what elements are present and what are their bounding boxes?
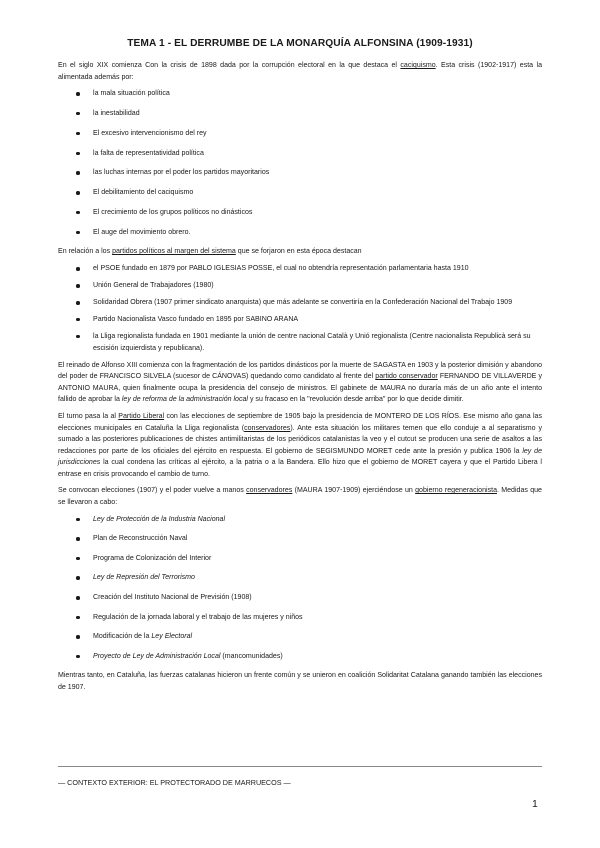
parties-intro-underlined: partidos políticos al margen del sistema (112, 248, 236, 256)
measure-item (93, 631, 542, 643)
reign-text-b: FERNANDO DE VILLAVERDE y ANTONIO MAURA, quien finalmente ocupa la presidencia del consejo de ministros. El gabinete de MAURA no duraría más de un año ante el intento fallido de aprobar la (58, 373, 543, 404)
measures-list (58, 514, 542, 663)
measure-italic-text: Ley de Represión del Terrorismo (93, 574, 195, 582)
measure-italic-text: Ley Electoral (151, 633, 193, 641)
intro-text-b: . Esta crisis (1902-1917) esta la alimentada además por: (58, 62, 542, 81)
party-item: Unión General de Trabajadores (1980) (93, 280, 542, 292)
measure-item (93, 572, 542, 584)
reign-text-a: El reinado de Alfonso XIII comienza con la fragmentación de los partidos dinásticos por la muerte de SAGASTA en 1903 y la posterior dimisión y abandono del poder de FRANCISCO SILVELA (sucesor de CÁNOVAS) quedando como candidato al frente del (58, 361, 542, 381)
elections-text-c: . Medidas que se llevaron a cabo: (58, 487, 542, 507)
measure-plain-text: Plan de Reconstrucción Naval (93, 535, 188, 543)
turn-text-a: El turno pasa la al (58, 412, 119, 420)
party-item: la Lliga regionalista fundada en 1901 mediante la unión de centre nacional Català y Unió regionalista (Centre nacionalista Republicà será su escisión izquierdista y republicana). (93, 331, 542, 354)
turn-text-d: la cual condena las críticas al ejército, a la patria o a la Bandera. Ello hizo que el gobierno de MORET cayera y que el Partido Libera l entrase en crisis provocando el cambio de turno. (58, 459, 542, 478)
cause-item: la mala situación política (93, 88, 542, 100)
cause-item: El excesivo intervencionismo del rey (93, 128, 542, 140)
measure-plain-text: Creación del Instituto Nacional de Previsión (1908) (93, 594, 252, 602)
elections-text-b: (MAURA 1907-1909) ejerciéndose un (292, 487, 416, 495)
next-section-heading: — CONTEXTO EXTERIOR: EL PROTECTORADO DE MARRUECOS — (58, 778, 291, 787)
document-title: TEMA 1 - EL DERRUMBE DE LA MONARQUÍA ALFONSINA (1909-1931) (127, 38, 473, 49)
party-item: el PSOE fundado en 1879 por PABLO IGLESIAS POSSE, el cual no obtendría representación parlamentaria hasta 1910 (93, 263, 542, 275)
parties-list (58, 263, 542, 354)
measure-item (93, 553, 542, 565)
elections-paragraph (58, 485, 542, 508)
measure-plain-text: Regulación de la jornada laboral y el trabajo de las mujeres y niños (93, 613, 303, 621)
page-number: 1 (532, 798, 538, 810)
causes-list (58, 88, 542, 238)
document-body (58, 60, 542, 699)
measure-plain-text: Modificación de la (93, 633, 152, 641)
parties-intro-text-b: que se forjaron en esta época destacan (235, 248, 362, 256)
catalonia-paragraph: Mientras tanto, en Cataluña, las fuerzas catalanas hicieron un frente común y se unieron en coalición Solidaritat Catalana ganando también las elecciones de 1907. (58, 672, 542, 692)
reign-text-c: y su fracaso en la "revolución desde arriba" por lo que decide dimitir. (247, 396, 464, 404)
measure-italic-text: Proyecto de Ley de Administración Local (93, 652, 221, 660)
measure-plain-text: Programa de Colonización del Interior (93, 554, 212, 562)
cause-item: la falta de representatividad política (93, 148, 542, 160)
intro-paragraph (58, 60, 542, 83)
turn-text-b: con las elecciones de septiembre de 1905 bajo la presidencia de MONTERO DE LOS RÍOS. Ese mismo año gana las elecciones municipales en Cataluña la Lliga regionalista ( (58, 412, 542, 432)
intro-text-a: En el siglo XIX comienza Con la crisis de 1898 dada por la corrupción electoral en la que destaca el (58, 62, 401, 69)
reign-italic: ley de reforma de la administración local (121, 396, 248, 404)
measure-item (93, 612, 542, 624)
measure-item (93, 592, 542, 604)
turn-underlined-1: Partido Liberal (118, 412, 165, 420)
measure-item (93, 651, 542, 663)
reign-paragraph (58, 360, 542, 406)
cause-item: El debilitamiento del caciquismo (93, 187, 542, 199)
measure-item (93, 533, 542, 545)
section-divider (58, 766, 542, 767)
party-item: Partido Nacionalista Vasco fundado en 1895 por SABINO ARANA (93, 314, 542, 326)
turn-paragraph (58, 411, 542, 481)
measure-italic-text: Ley de Protección de la Industria Nacional (93, 515, 226, 523)
parties-intro-text-a: En relación a los (58, 248, 113, 256)
turn-underlined-2: conservadores (244, 424, 291, 432)
cause-item: El auge del movimiento obrero. (93, 227, 542, 239)
measure-after-text: (mancomunidades) (220, 652, 283, 660)
measure-item (93, 514, 542, 526)
intro-underlined-term: caciquismo (400, 62, 436, 69)
turn-italic: ley de jurisdicciones (58, 447, 542, 467)
reign-underlined: partido conservador (375, 373, 438, 381)
elections-underlined-2: gobierno regeneracionista (415, 487, 497, 495)
elections-underlined-1: conservadores (246, 487, 293, 495)
elections-text-a: Se convocan elecciones (1907) y el poder vuelve a manos (58, 487, 247, 495)
cause-item: la inestabilidad (93, 108, 542, 120)
parties-intro-paragraph (58, 246, 542, 258)
cause-item: El crecimiento de los grupos políticos no dinásticos (93, 207, 542, 219)
turn-text-c: ). Ante esta situación los militares temen que ello conduje a al separatismo y sumado a las posteriores publicaciones de chistes antimilitaristas de los periódicos catalanistas la veo y el cutcut se producen una serie de asaltos a las redacciones por parte de los oficiales del ejército en respuesta. El gobierno de SEGISMUNDO MORET cede ante la presión y publica 1906 la (58, 424, 542, 455)
cause-item: las luchas internas por el poder los partidos mayoritarios (93, 167, 542, 179)
party-item: Solidaridad Obrera (1907 primer sindicato anarquista) que más adelante se convertiría en la Confederación Nacional del Trabajo 1909 (93, 297, 542, 309)
